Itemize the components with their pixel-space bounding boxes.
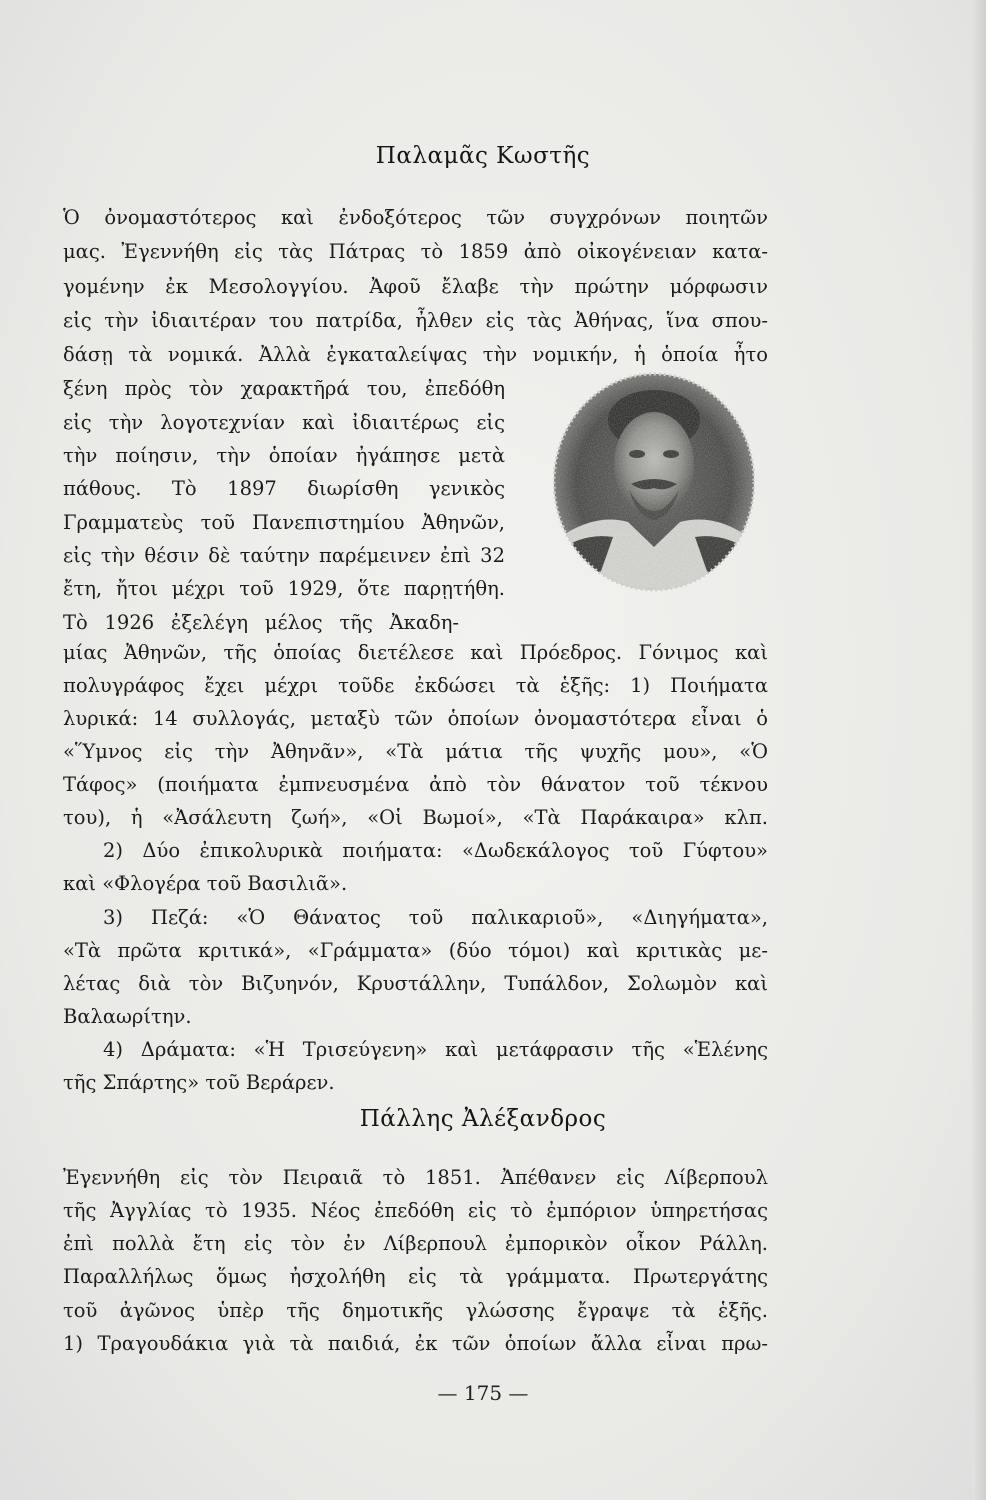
text-line: λυρικά: 14 συλλογάς, μεταξὺ τῶν ὁποίων ὀνομαστότερα εἶναι ὁ — [63, 707, 768, 730]
text-line: Γραμματεὺς τοῦ Πανεπιστημίου Ἀθηνῶν, — [63, 511, 505, 534]
section-heading-palamas: Παλαμᾶς Κωστῆς — [375, 143, 591, 169]
text-line: 2) Δύο ἐπικολυρικὰ ποιήματα: «Δωδεκάλογος τοῦ Γύφτου» — [103, 839, 768, 862]
text-line: εἰς τὴν θέσιν δὲ ταύτην παρέμεινεν ἐπὶ 32 — [63, 544, 505, 567]
portrait-photo — [553, 372, 755, 594]
text-line: 3) Πεζά: «Ὁ Θάνατος τοῦ παλικαριοῦ», «Διηγήματα», — [103, 906, 768, 929]
text-line: δάσῃ τὰ νομικά. Ἀλλὰ ἐγκαταλείψας τὴν νομικήν, ἡ ὁποία ἦτο — [63, 343, 768, 366]
text-line: λέτας διὰ τὸν Βιζυηνόν, Κρυστάλλην, Τυπάλδον, Σολωμὸν καὶ — [63, 972, 768, 995]
text-line: πολυγράφος ἔχει μέχρι τοῦδε ἐκδώσει τὰ ἑξῆς: 1) Ποιήματα — [63, 674, 768, 697]
text-line: τῆς Σπάρτης» τοῦ Βεράρεν. — [63, 1071, 335, 1094]
text-line: τὴν ποίησιν, τὴν ὁποίαν ἠγάπησε μετὰ — [63, 444, 505, 467]
text-line: Τάφος» (ποιήματα ἐμπνευσμένα ἀπὸ τὸν θάνατον τοῦ τέκνου — [63, 773, 768, 796]
text-line: Ὁ ὀνομαστότερος καὶ ἐνδοξότερος τῶν συγχρόνων ποιητῶν — [63, 206, 768, 229]
text-line: ἐπὶ πολλὰ ἔτη εἰς τὸν ἐν Λίβερπουλ ἐμπορικὸν οἶκον Ράλλη. — [63, 1232, 768, 1255]
text-line: του), ἡ «Ἀσάλευτη ζωή», «Οἱ Βωμοί», «Τὰ Παράκαιρα» κλπ. — [63, 806, 768, 829]
text-line: ξένη πρὸς τὸν χαρακτῆρά του, ἐπεδόθη — [63, 377, 505, 400]
text-line: «Τὰ πρῶτα κριτικά», «Γράμματα» (δύο τόμοι) καὶ κριτικὰς με- — [63, 939, 768, 962]
text-line: μας. Ἐγεννήθη εἰς τὰς Πάτρας τὸ 1859 ἀπὸ οἰκογένειαν κατα- — [63, 240, 768, 263]
text-line: μίας Ἀθηνῶν, τῆς ὁποίας διετέλεσε καὶ Πρόεδρος. Γόνιμος καὶ — [63, 641, 768, 664]
text-line: 1) Τραγουδάκια γιὰ τὰ παιδιά, ἐκ τῶν ὁποίων ἄλλα εἶναι πρω- — [63, 1332, 768, 1355]
text-line: πάθους. Τὸ 1897 διωρίσθη γενικὸς — [63, 477, 505, 500]
text-line: καὶ «Φλογέρα τοῦ Βασιλιᾶ». — [63, 872, 348, 895]
text-line: Ἐγεννήθη εἰς τὸν Πειραιᾶ τὸ 1851. Ἀπέθανεν εἰς Λίβερπουλ — [63, 1166, 768, 1189]
text-line: γομένην ἐκ Μεσολογγίου. Ἀφοῦ ἔλαβε τὴν πρώτην μόρφωσιν — [63, 275, 768, 298]
text-line: τοῦ ἀγῶνος ὑπὲρ τῆς δημοτικῆς γλώσσης ἔγραψε τὰ ἑξῆς. — [63, 1299, 768, 1322]
text-line: «Ὕμνος εἰς τὴν Ἀθηνᾶν», «Τὰ μάτια τῆς ψυχῆς μου», «Ὁ — [63, 740, 768, 763]
text-line: εἰς τὴν λογοτεχνίαν καὶ ἰδιαιτέρως εἰς — [63, 411, 505, 434]
page-edge — [972, 0, 986, 1500]
text-line: Βαλαωρίτην. — [63, 1005, 192, 1028]
text-line: Παραλλήλως ὅμως ἠσχολήθη εἰς τὰ γράμματα. Πρωτεργάτης — [63, 1265, 768, 1288]
page-number: — 175 — — [437, 1381, 529, 1405]
section-heading-pallis: Πάλλης Ἀλέξανδρος — [359, 1106, 607, 1132]
text-line: εἰς τὴν ἰδιαιτέραν του πατρίδα, ἦλθεν εἰς τὰς Ἀθήνας, ἵνα σπου- — [63, 309, 768, 332]
text-line: ἔτη, ἤτοι μέχρι τοῦ 1929, ὅτε παρῃτήθη. — [63, 577, 505, 600]
text-line: 4) Δράματα: «Ἡ Τρισεύγενη» καὶ μετάφρασιν τῆς «Ἑλένης — [103, 1038, 768, 1061]
text-line: τῆς Ἀγγλίας τὸ 1935. Νέος ἐπεδόθη εἰς τὸ ἐμπόριον ὑπηρετήσας — [63, 1199, 768, 1222]
text-line: Τὸ 1926 ἐξελέγη μέλος τῆς Ἀκαδη- — [63, 611, 459, 634]
